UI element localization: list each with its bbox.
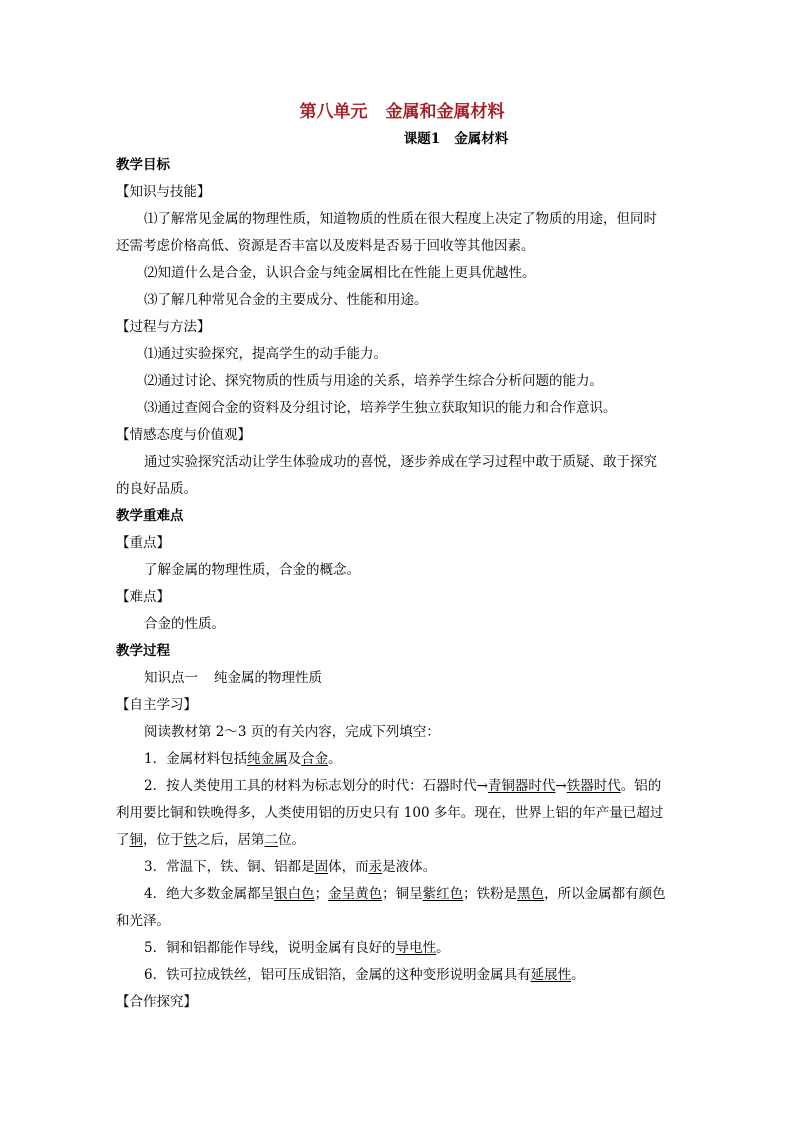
section-self-study: 【自主学习】: [116, 697, 197, 713]
answer-blank: 铁: [183, 832, 197, 848]
question-4-cont: 和光泽。: [116, 913, 170, 929]
question-2-cont: 了铜，位于铁之后，居第二位。: [116, 832, 305, 848]
question-3: 3．常温下，铁、铜、铝都是固体，而汞是液体。: [144, 859, 437, 875]
paragraph: ⑵通过讨论、探究物质的性质与用途的关系，培养学生综合分析问题的能力。: [144, 373, 603, 389]
section-cooperative-inquiry: 【合作探究】: [116, 994, 197, 1010]
heading-goals: 教学目标: [116, 157, 170, 173]
question-4: 4．绝大多数金属都呈银白色；金呈黄色；铜呈紫红色；铁粉是黑色，所以金属都有颜色: [144, 886, 666, 902]
heading-key-points: 教学重难点: [116, 508, 184, 524]
paragraph: 的良好品质。: [116, 481, 197, 497]
answer-blank: 汞: [368, 859, 383, 875]
document-body: [116, 98, 676, 1016]
paragraph: ⑴通过实验探究，提高学生的动手能力。: [144, 346, 387, 362]
answer-blank: 导电性: [395, 940, 437, 956]
question-2-cont: 利用要比铜和铁晚得多，人类使用铝的历史只有 100 多年。现在，世界上铝的年产量已超过: [116, 805, 664, 821]
paragraph: 了解金属的物理性质，合金的概念。: [144, 562, 360, 578]
paragraph: 合金的性质。: [144, 616, 225, 632]
answer-blank: 黑色: [517, 886, 545, 902]
section-focus: 【重点】: [116, 535, 170, 551]
answer-blank: 紫红色: [422, 886, 464, 902]
answer-blank: 延展性: [530, 967, 572, 983]
answer-blank: 固: [314, 859, 329, 875]
question-2: 2．按人类使用工具的材料为标志划分的时代：石器时代→青铜器时代→铁器时代。铝的: [144, 778, 662, 794]
paragraph: ⑴了解常见金属的物理性质，知道物质的性质在很大程度上决定了物质的用途，但同时: [144, 211, 657, 227]
answer-blank: 二: [264, 832, 278, 848]
answer-blank: 合金: [301, 751, 329, 767]
answer-blank: 纯金属: [247, 751, 288, 767]
paragraph: 阅读教材第 2～3 页的有关内容，完成下列填空：: [144, 724, 440, 740]
section-attitude-values: 【情感态度与价值观】: [116, 427, 251, 443]
answer-blank: 青铜器时代: [487, 778, 556, 794]
question-5: 5．铜和铝都能作导线，说明金属有良好的导电性。: [144, 940, 450, 956]
question-6: 6．铁可拉成铁丝，铝可压成铝箔，金属的这种变形说明金属具有延展性。: [144, 967, 585, 983]
paragraph: ⑶了解几种常见合金的主要成分、性能和用途。: [144, 292, 428, 308]
answer-blank: 银白色: [274, 886, 315, 902]
knowledge-point-title: 知识点一 纯金属的物理性质: [144, 670, 322, 686]
paragraph: ⑶通过查阅合金的资料及分组讨论，培养学生独立获取知识的能力和合作意识。: [144, 400, 617, 416]
paragraph: 还需考虑价格高低、资源是否丰富以及废料是否易于回收等其他因素。: [116, 238, 535, 254]
answer-blank: 金呈黄色: [328, 886, 383, 902]
paragraph: ⑵知道什么是合金，认识合金与纯金属相比在性能上更具优越性。: [144, 265, 536, 281]
lesson-title: 课题1 金属材料: [403, 131, 509, 147]
answer-blank: 铜: [129, 832, 143, 848]
answer-blank: 铁器时代: [566, 778, 621, 794]
unit-title: 第八单元 金属和金属材料: [299, 102, 505, 122]
heading-process: 教学过程: [116, 643, 170, 659]
section-process-method: 【过程与方法】: [116, 319, 211, 335]
section-difficulty: 【难点】: [116, 589, 170, 605]
question-1: 1．金属材料包括纯金属及合金。: [144, 751, 342, 767]
paragraph: 通过实验探究活动让学生体验成功的喜悦，逐步养成在学习过程中敢于质疑、敢于探究: [144, 454, 657, 470]
section-knowledge-skills: 【知识与技能】: [116, 184, 211, 200]
